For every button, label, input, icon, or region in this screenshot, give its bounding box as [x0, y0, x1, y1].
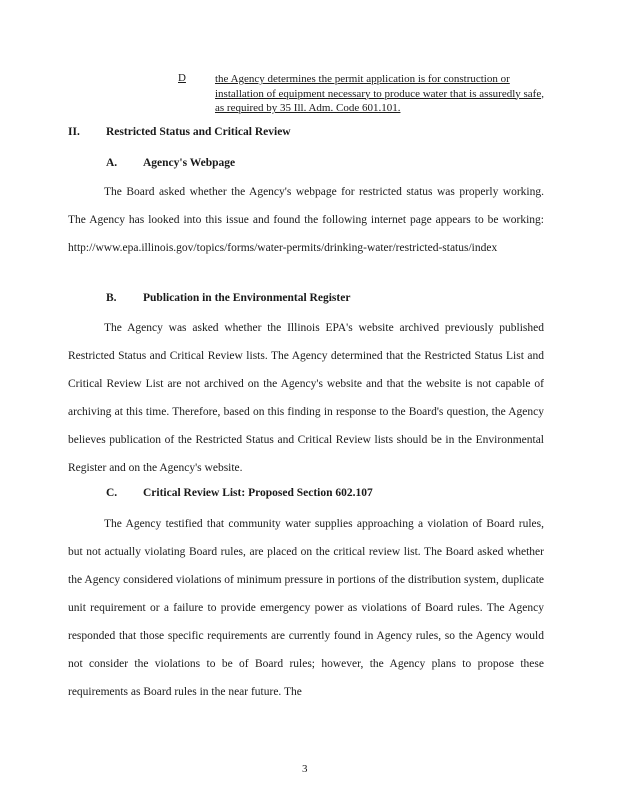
section-a-heading: Agency's Webpage [143, 157, 236, 169]
page-number: 3 [302, 763, 308, 775]
section-ii-number: II. [68, 126, 80, 138]
section-b-heading: Publication in the Environmental Register [143, 292, 351, 304]
section-c-heading: Critical Review List: Proposed Section 602.107 [143, 487, 373, 499]
item-d-text: the Agency determines the permit application is for construction or installation of equipment necessary to produce water that is assuredly safe, as required by 35 Ill. Adm. Code 601.101. [215, 73, 544, 114]
section-c-paragraph: The Agency testified that community water supplies approaching a violation of Board rules, but not actually violating Board rules, are placed on the critical review list. The Board asked whether the Agency considered violations of minimum pressure in portions of the distribution system, duplicate unit requirement or a failure to provide emergency power as violations of Board rules. The Agency responded that those specific requirements are currently found in Agency rules, so the Agency would not consider the violations to be of Board rules; however, the Agency plans to propose these requirements as Board rules in the near future. The [68, 518, 544, 698]
section-ii-heading: Restricted Status and Critical Review [106, 126, 291, 138]
section-a-letter: A. [106, 157, 118, 169]
item-d-letter: D [178, 72, 186, 84]
section-a-paragraph: The Board asked whether the Agency's webpage for restricted status was properly working. The Agency has looked into this issue and found the following internet page appears to be working: http://www.epa.illinois.gov/topics/forms/water-permits/drinking-water/restricted-status/index [68, 186, 544, 254]
section-c-letter: C. [106, 487, 118, 499]
section-b-paragraph: The Agency was asked whether the Illinois EPA's website archived previously published Restricted Status and Critical Review lists. The Agency determined that the Restricted Status List and Critical Review List are not archived on the Agency's website and that the website is not capable of archiving at this time. Therefore, based on this finding in response to the Board's question, the Agency believes publication of the Restricted Status and Critical Review lists should be in the Environmental Register and on the Agency's website. [68, 322, 544, 474]
section-b-letter: B. [106, 292, 117, 304]
